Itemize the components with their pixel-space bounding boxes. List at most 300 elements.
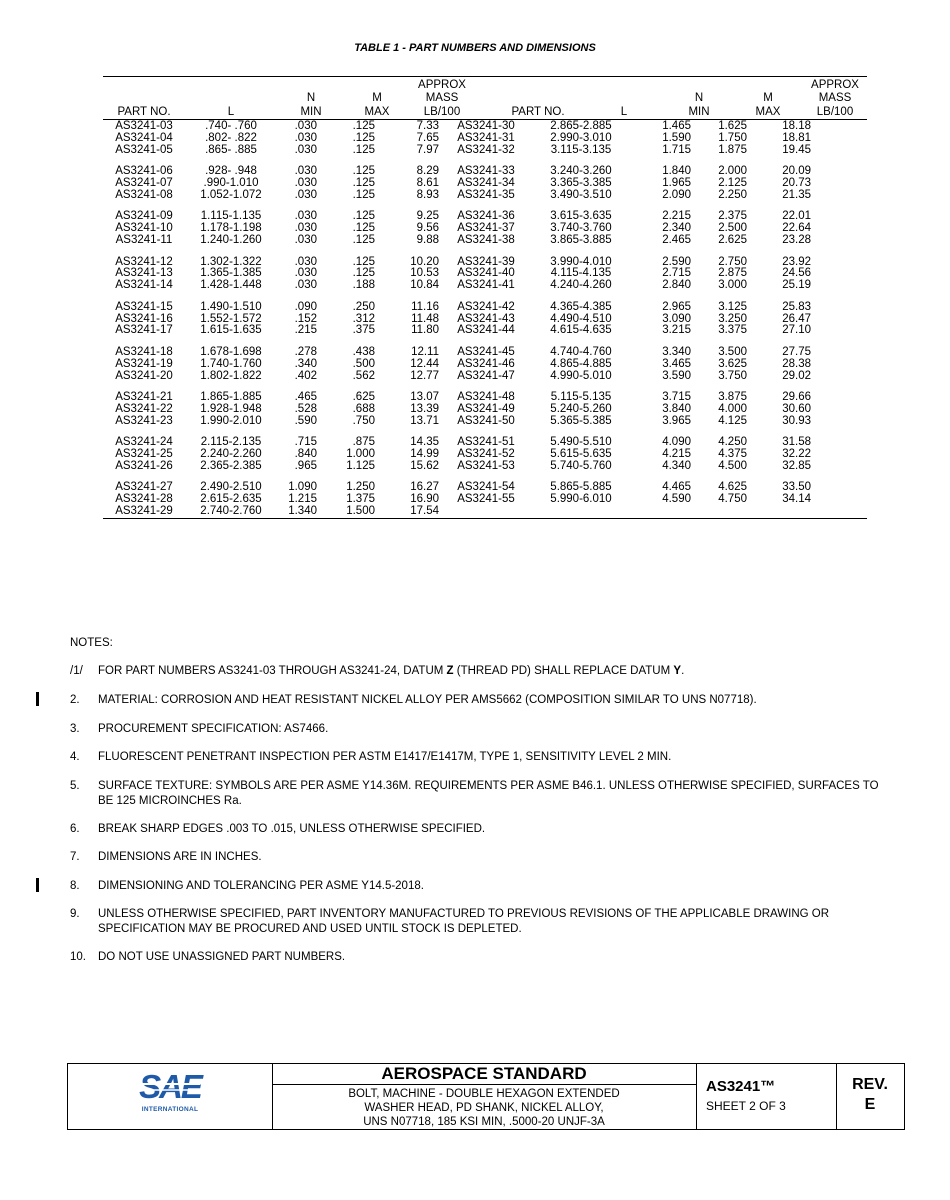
cell-approx-mass: 18.81 — [782, 131, 811, 144]
cell-length: 1.240-1.260 — [200, 234, 262, 247]
table-row — [103, 359, 867, 371]
cell-m-max: 3.875 — [718, 391, 747, 404]
cell-length: 5.115-5.135 — [550, 391, 612, 404]
table-row — [103, 371, 867, 383]
note-4: 4. FLUORESCENT PENETRANT INSPECTION PER ASTM E1417/E1417M, TYPE 1, SENSITIVITY LEVEL 2 MIN. — [70, 751, 672, 763]
cell-m-max: 3.750 — [718, 369, 747, 382]
cell-n-min: 4.465 — [662, 481, 691, 494]
cell-n-min: 2.715 — [662, 267, 691, 280]
cell-n-min: 4.090 — [662, 436, 691, 449]
cell-m-max: .125 — [352, 143, 375, 156]
cell-length: 3.990-4.010 — [550, 255, 612, 268]
cell-part-no: AS3241-54 — [457, 481, 515, 494]
cell-approx-mass: 12.11 — [411, 345, 439, 358]
cell-n-min: 1.465 — [662, 120, 691, 132]
cell-length: 5.490-5.510 — [550, 436, 612, 449]
cell-m-max: 1.750 — [718, 131, 747, 144]
cell-n-min: .278 — [294, 345, 317, 358]
cell-n-min: 2.965 — [662, 300, 691, 313]
note-6: 6. BREAK SHARP EDGES .003 TO .015, UNLESS OTHERWISE SPECIFIED. — [70, 823, 486, 835]
cell-n-min: .965 — [294, 459, 317, 472]
cell-n-min: .215 — [294, 324, 317, 337]
cell-n-min: 3.840 — [662, 402, 691, 415]
cell-approx-mass: 32.22 — [782, 448, 811, 461]
cell-part-no: AS3241-12 — [115, 255, 173, 268]
cell-part-no: AS3241-53 — [457, 459, 515, 472]
cell-part-no: AS3241-39 — [457, 255, 515, 268]
cell-approx-mass: 26.47 — [782, 312, 811, 325]
cell-m-max: .875 — [352, 436, 375, 449]
cell-part-no: AS3241-33 — [457, 165, 515, 178]
cell-n-min: 4.340 — [662, 459, 691, 472]
cell-m-max: .125 — [352, 210, 375, 223]
cell-n-min: 2.340 — [662, 222, 691, 235]
cell-length: 3.365-3.385 — [550, 177, 612, 190]
cell-part-no: AS3241-41 — [457, 279, 515, 292]
cell-length: 3.865-3.885 — [550, 234, 612, 247]
cell-approx-mass: 20.09 — [782, 165, 811, 178]
cell-n-min: .030 — [294, 120, 317, 132]
cell-approx-mass: 11.16 — [411, 300, 439, 313]
table-row — [103, 145, 867, 157]
cell-part-no: AS3241-10 — [115, 222, 173, 235]
cell-approx-mass: 9.56 — [416, 222, 439, 235]
cell-part-no: AS3241-35 — [457, 188, 515, 201]
cell-part-no: AS3241-49 — [457, 402, 515, 415]
note-3: 3. PROCUREMENT SPECIFICATION: AS7466. — [70, 723, 329, 735]
header-l-2: L — [620, 105, 628, 118]
cell-part-no: AS3241-26 — [115, 459, 173, 472]
cell-part-no: AS3241-29 — [115, 505, 173, 518]
cell-part-no: AS3241-31 — [457, 131, 515, 144]
cell-length: 2.240-2.260 — [200, 448, 262, 461]
cell-n-min — [629, 506, 691, 518]
cell-approx-mass: 21.35 — [782, 188, 811, 201]
cell-length: 1.302-1.322 — [200, 255, 262, 268]
cell-n-min: .715 — [294, 436, 317, 449]
cell-m-max: .125 — [352, 165, 375, 178]
cell-m-max: 1.250 — [346, 481, 375, 494]
cell-n-min: 2.465 — [662, 234, 691, 247]
cell-n-min: 3.090 — [662, 312, 691, 325]
cell-part-no: AS3241-51 — [457, 436, 515, 449]
cell-n-min: .030 — [294, 234, 317, 247]
cell-length: .865- .885 — [205, 143, 257, 156]
parts-table — [103, 76, 867, 519]
revision-cell — [836, 1064, 904, 1129]
cell-part-no: AS3241-17 — [115, 324, 173, 337]
note-5: 5. SURFACE TEXTURE: SYMBOLS ARE PER ASME Y14.36M. REQUIREMENTS PER ASME B46.1. UNLESS OTHERWISE SPECIFIED, SURFACES TO BE 125 MICROINCHES Ra. — [70, 780, 879, 807]
cell-m-max: 4.125 — [718, 414, 747, 427]
cell-approx-mass: 8.61 — [416, 177, 439, 190]
header-part-no-2: PART NO. — [511, 105, 565, 118]
cell-m-max: 3.625 — [718, 357, 747, 370]
cell-m-max — [691, 506, 747, 518]
cell-length: 1.178-1.198 — [200, 222, 262, 235]
table-row — [103, 133, 867, 145]
note-9: 9. UNLESS OTHERWISE SPECIFIED, PART INVENTORY MANUFACTURED TO PREVIOUS REVISIONS OF THE APPLICABLE DRAWING OR SPECIFICATION MAY BE PROCURED AND USED UNTIL STOCK IS DEPLETED. — [70, 908, 830, 935]
cell-approx-mass: 16.90 — [410, 493, 439, 506]
cell-length: 4.740-4.760 — [550, 345, 612, 358]
document-number-cell — [696, 1064, 837, 1129]
cell-approx-mass — [747, 506, 811, 518]
cell-part-no: AS3241-08 — [115, 188, 173, 201]
cell-n-min: .528 — [294, 402, 317, 415]
cell-part-no: AS3241-03 — [115, 120, 173, 132]
cell-length: 4.865-4.885 — [550, 357, 612, 370]
cell-n-min: 3.465 — [662, 357, 691, 370]
cell-approx-mass: 17.54 — [410, 505, 439, 518]
cell-part-no: AS3241-44 — [457, 324, 515, 337]
cell-part-no: AS3241-38 — [457, 234, 515, 247]
standard-heading: AEROSPACE STANDARD — [272, 1064, 696, 1085]
sae-logo-icon — [68, 1064, 272, 1129]
cell-approx-mass: 20.73 — [782, 177, 811, 190]
cell-m-max: .688 — [352, 402, 375, 415]
cell-n-min: 3.340 — [662, 345, 691, 358]
cell-part-no: AS3241-32 — [457, 143, 515, 156]
cell-approx-mass: 9.88 — [416, 234, 439, 247]
cell-length: 2.865-2.885 — [550, 120, 612, 132]
table-row — [103, 325, 867, 337]
cell-length: 5.365-5.385 — [550, 414, 612, 427]
cell-m-max: .125 — [352, 234, 375, 247]
cell-n-min: .340 — [294, 357, 317, 370]
cell-m-max: 2.375 — [718, 210, 747, 223]
cell-part-no: AS3241-15 — [115, 300, 173, 313]
cell-m-max: .125 — [352, 177, 375, 190]
cell-length: 4.115-4.135 — [550, 267, 612, 280]
table-row — [103, 461, 867, 473]
cell-approx-mass: 22.01 — [782, 210, 811, 223]
sae-logo — [68, 1064, 273, 1129]
table-body — [103, 121, 867, 518]
cell-length: 4.365-4.385 — [550, 300, 612, 313]
header-l: L — [227, 105, 235, 118]
cell-length: 4.990-5.010 — [550, 369, 612, 382]
note-10: 10. DO NOT USE UNASSIGNED PART NUMBERS. — [70, 951, 346, 963]
cell-n-min: 2.090 — [662, 188, 691, 201]
cell-approx-mass: 24.56 — [782, 267, 811, 280]
cell-length: 1.865-1.885 — [200, 391, 262, 404]
cell-approx-mass: 14.35 — [410, 436, 439, 449]
header-mass-2: APPROX MASS LB/100 — [811, 78, 859, 118]
cell-approx-mass: 22.64 — [782, 222, 811, 235]
cell-m-max: 1.375 — [346, 493, 375, 506]
cell-part-no: AS3241-13 — [115, 267, 173, 280]
cell-length — [533, 506, 629, 518]
cell-n-min: 1.590 — [662, 131, 691, 144]
cell-n-min: 3.715 — [662, 391, 691, 404]
cell-approx-mass: 33.50 — [782, 481, 811, 494]
cell-approx-mass: 13.71 — [410, 414, 439, 427]
cell-m-max: .625 — [352, 391, 375, 404]
cell-n-min: 1.715 — [662, 143, 691, 156]
cell-m-max: 4.750 — [718, 493, 747, 506]
note-2: 2. MATERIAL: CORROSION AND HEAT RESISTANT NICKEL ALLOY PER AMS5662 (COMPOSITION SIMILAR TO UNS N07718). — [70, 694, 757, 706]
cell-m-max: 1.875 — [718, 143, 747, 156]
cell-approx-mass: 19.45 — [782, 143, 811, 156]
cell-approx-mass: 7.65 — [416, 131, 439, 144]
cell-part-no: AS3241-21 — [115, 391, 173, 404]
cell-part-no: AS3241-16 — [115, 312, 173, 325]
cell-approx-mass: 12.77 — [410, 369, 439, 382]
cell-length: 1.365-1.385 — [200, 267, 262, 280]
cell-n-min: 1.090 — [288, 481, 317, 494]
cell-approx-mass: 16.27 — [410, 481, 439, 494]
cell-part-no: AS3241-28 — [115, 493, 173, 506]
cell-part-no: AS3241-20 — [115, 369, 173, 382]
cell-m-max: 2.625 — [718, 234, 747, 247]
cell-n-min: 1.215 — [288, 493, 317, 506]
cell-approx-mass: 13.39 — [410, 402, 439, 415]
table-row — [103, 506, 867, 518]
cell-length: 3.615-3.635 — [550, 210, 612, 223]
revision-bar — [36, 692, 39, 706]
cell-length: .802- .822 — [205, 131, 257, 144]
cell-length: 2.990-3.010 — [550, 131, 612, 144]
cell-part-no: AS3241-36 — [457, 210, 515, 223]
cell-m-max: .500 — [352, 357, 375, 370]
header-m-max-2: M MAX — [755, 92, 781, 118]
cell-approx-mass: 10.53 — [410, 267, 439, 280]
cell-approx-mass: 29.02 — [782, 369, 811, 382]
cell-length: 3.740-3.760 — [550, 222, 612, 235]
cell-part-no: AS3241-18 — [115, 345, 173, 358]
cell-length: 1.802-1.822 — [200, 369, 262, 382]
svg-text:SAE: SAE — [139, 1068, 201, 1105]
cell-n-min: 1.840 — [662, 165, 691, 178]
cell-m-max: 2.875 — [718, 267, 747, 280]
cell-n-min: .465 — [294, 391, 317, 404]
cell-length: .928- .948 — [205, 165, 257, 178]
cell-approx-mass: 7.97 — [416, 143, 439, 156]
cell-approx-mass: 8.93 — [416, 188, 439, 201]
cell-part-no: AS3241-25 — [115, 448, 173, 461]
cell-length: 2.490-2.510 — [200, 481, 262, 494]
cell-part-no: AS3241-05 — [115, 143, 173, 156]
table-row — [103, 302, 867, 314]
cell-length: 1.928-1.948 — [200, 402, 262, 415]
cell-part-no: AS3241-24 — [115, 436, 173, 449]
cell-approx-mass: 30.60 — [782, 402, 811, 415]
cell-length: 1.490-1.510 — [200, 300, 262, 313]
cell-length: 4.615-4.635 — [550, 324, 612, 337]
cell-n-min: 2.590 — [662, 255, 691, 268]
cell-approx-mass: 25.83 — [782, 300, 811, 313]
cell-n-min: 3.215 — [662, 324, 691, 337]
cell-length: 4.490-4.510 — [550, 312, 612, 325]
revision-value: E — [864, 1096, 876, 1113]
cell-approx-mass: 12.44 — [410, 357, 439, 370]
cell-approx-mass: 9.25 — [416, 210, 439, 223]
cell-approx-mass: 25.19 — [782, 279, 811, 292]
revision-bar — [36, 878, 39, 892]
cell-part-no: AS3241-52 — [457, 448, 515, 461]
cell-approx-mass: 11.80 — [411, 324, 439, 337]
header-n-min-2: N MIN — [688, 92, 710, 118]
cell-length: 3.240-3.260 — [550, 165, 612, 178]
cell-approx-mass: 23.92 — [782, 255, 811, 268]
cell-m-max: 4.000 — [718, 402, 747, 415]
cell-approx-mass: 10.20 — [410, 255, 439, 268]
cell-m-max: .125 — [352, 120, 375, 132]
cell-approx-mass: 7.33 — [416, 120, 439, 132]
cell-length: 3.115-3.135 — [550, 143, 612, 156]
cell-approx-mass: 11.48 — [411, 312, 439, 325]
cell-length: 1.428-1.448 — [200, 279, 262, 292]
cell-m-max: 2.500 — [718, 222, 747, 235]
cell-m-max: .188 — [352, 279, 375, 292]
cell-approx-mass: 31.58 — [782, 436, 811, 449]
cell-n-min: .152 — [294, 312, 317, 325]
cell-n-min: .030 — [294, 210, 317, 223]
cell-n-min: .030 — [294, 143, 317, 156]
cell-approx-mass: 15.62 — [410, 459, 439, 472]
cell-approx-mass: 27.10 — [782, 324, 811, 337]
cell-part-no: AS3241-04 — [115, 131, 173, 144]
cell-part-no: AS3241-43 — [457, 312, 515, 325]
cell-n-min: 4.590 — [662, 493, 691, 506]
cell-m-max: .312 — [352, 312, 375, 325]
cell-approx-mass: 23.28 — [782, 234, 811, 247]
cell-length: 5.990-6.010 — [550, 493, 612, 506]
header-part-no: PART NO. — [117, 105, 171, 118]
cell-length: 5.615-5.635 — [550, 448, 612, 461]
cell-m-max: .125 — [352, 267, 375, 280]
cell-m-max: .750 — [352, 414, 375, 427]
cell-m-max: .375 — [352, 324, 375, 337]
cell-part-no: AS3241-34 — [457, 177, 515, 190]
cell-m-max: 4.250 — [718, 436, 747, 449]
cell-length: 2.615-2.635 — [200, 493, 262, 506]
cell-length: 1.552-1.572 — [200, 312, 262, 325]
cell-n-min: .030 — [294, 267, 317, 280]
cell-approx-mass: 10.84 — [410, 279, 439, 292]
cell-part-no: AS3241-07 — [115, 177, 173, 190]
table-row — [103, 280, 867, 292]
cell-length: 4.240-4.260 — [550, 279, 612, 292]
note-1: /1/ FOR PART NUMBERS AS3241-03 THROUGH AS3241-24, DATUM Z (THREAD PD) SHALL REPLACE DATUM Y. — [70, 665, 685, 677]
note-8: 8. DIMENSIONING AND TOLERANCING PER ASME Y14.5-2018. — [70, 880, 424, 892]
cell-length: .740- .760 — [205, 120, 257, 132]
note-7: 7. DIMENSIONS ARE IN INCHES. — [70, 851, 262, 863]
cell-n-min: .030 — [294, 177, 317, 190]
cell-m-max: 2.250 — [718, 188, 747, 201]
cell-m-max: 3.250 — [718, 312, 747, 325]
cell-length: 1.678-1.698 — [200, 345, 262, 358]
cell-approx-mass: 29.66 — [782, 391, 811, 404]
cell-n-min: .590 — [294, 414, 317, 427]
cell-length: 1.615-1.635 — [200, 324, 262, 337]
cell-approx-mass: 34.14 — [782, 493, 811, 506]
cell-m-max: 1.625 — [718, 120, 747, 132]
cell-approx-mass: 13.07 — [410, 391, 439, 404]
notes-heading: NOTES: — [70, 637, 113, 649]
cell-length: 1.740-1.760 — [200, 357, 262, 370]
cell-part-no: AS3241-46 — [457, 357, 515, 370]
cell-part-no: AS3241-09 — [115, 210, 173, 223]
cell-m-max: 2.750 — [718, 255, 747, 268]
cell-length: .990-1.010 — [203, 177, 259, 190]
table-row — [103, 347, 867, 359]
cell-m-max: 1.500 — [346, 505, 375, 518]
cell-part-no: AS3241-14 — [115, 279, 173, 292]
cell-approx-mass: 27.75 — [782, 345, 811, 358]
cell-m-max: .125 — [352, 131, 375, 144]
cell-part-no: AS3241-06 — [115, 165, 173, 178]
cell-m-max: .125 — [352, 255, 375, 268]
cell-n-min: .402 — [294, 369, 317, 382]
cell-length: 2.115-2.135 — [200, 436, 262, 449]
svg-text:INTERNATIONAL: INTERNATIONAL — [141, 1106, 199, 1113]
table-row — [103, 190, 867, 202]
cell-m-max: 3.000 — [718, 279, 747, 292]
cell-n-min: .840 — [294, 448, 317, 461]
cell-part-no: AS3241-37 — [457, 222, 515, 235]
cell-part-no: AS3241-42 — [457, 300, 515, 313]
cell-n-min: .090 — [294, 300, 317, 313]
cell-approx-mass: 32.85 — [782, 459, 811, 472]
cell-m-max: 3.125 — [718, 300, 747, 313]
cell-m-max: .125 — [352, 188, 375, 201]
header-mass: APPROX MASS LB/100 — [418, 78, 466, 118]
cell-part-no: AS3241-50 — [457, 414, 515, 427]
cell-approx-mass: 8.29 — [416, 165, 439, 178]
cell-n-min: .030 — [294, 131, 317, 144]
cell-m-max: .438 — [352, 345, 375, 358]
cell-n-min: 1.340 — [288, 505, 317, 518]
sheet-number: SHEET 2 OF 3 — [706, 1099, 786, 1113]
cell-m-max: 1.125 — [346, 459, 375, 472]
cell-m-max: 2.125 — [718, 177, 747, 190]
title-block-description — [272, 1064, 697, 1129]
cell-m-max: 3.500 — [718, 345, 747, 358]
cell-part-no — [439, 506, 533, 518]
cell-part-no: AS3241-11 — [115, 234, 173, 247]
cell-approx-mass: 14.99 — [410, 448, 439, 461]
cell-m-max: 4.500 — [718, 459, 747, 472]
cell-part-no: AS3241-40 — [457, 267, 515, 280]
cell-part-no: AS3241-27 — [115, 481, 173, 494]
cell-approx-mass: 18.18 — [782, 120, 811, 132]
cell-length: 1.052-1.072 — [200, 188, 262, 201]
cell-m-max: .125 — [352, 222, 375, 235]
cell-approx-mass: 28.38 — [782, 357, 811, 370]
title-block — [67, 1063, 905, 1130]
cell-length: 1.115-1.135 — [200, 210, 262, 223]
cell-length: 2.365-2.385 — [200, 459, 262, 472]
cell-part-no: AS3241-22 — [115, 402, 173, 415]
table-header — [103, 77, 867, 120]
cell-m-max: 2.000 — [718, 165, 747, 178]
cell-approx-mass: 30.93 — [782, 414, 811, 427]
table-title: TABLE 1 - PART NUMBERS AND DIMENSIONS — [354, 42, 596, 54]
table-row — [103, 416, 867, 428]
header-n-min: N MIN — [300, 92, 322, 118]
document-number: AS3241™ — [706, 1078, 776, 1095]
cell-m-max: 3.375 — [718, 324, 747, 337]
cell-n-min: .030 — [294, 165, 317, 178]
cell-length: 5.240-5.260 — [550, 402, 612, 415]
cell-n-min: .030 — [294, 255, 317, 268]
cell-length: 5.740-5.760 — [550, 459, 612, 472]
revision-label: REV. — [852, 1076, 888, 1093]
cell-m-max: .250 — [352, 300, 375, 313]
cell-m-max: .562 — [352, 369, 375, 382]
cell-length: 2.740-2.760 — [200, 505, 262, 518]
cell-n-min: 2.840 — [662, 279, 691, 292]
